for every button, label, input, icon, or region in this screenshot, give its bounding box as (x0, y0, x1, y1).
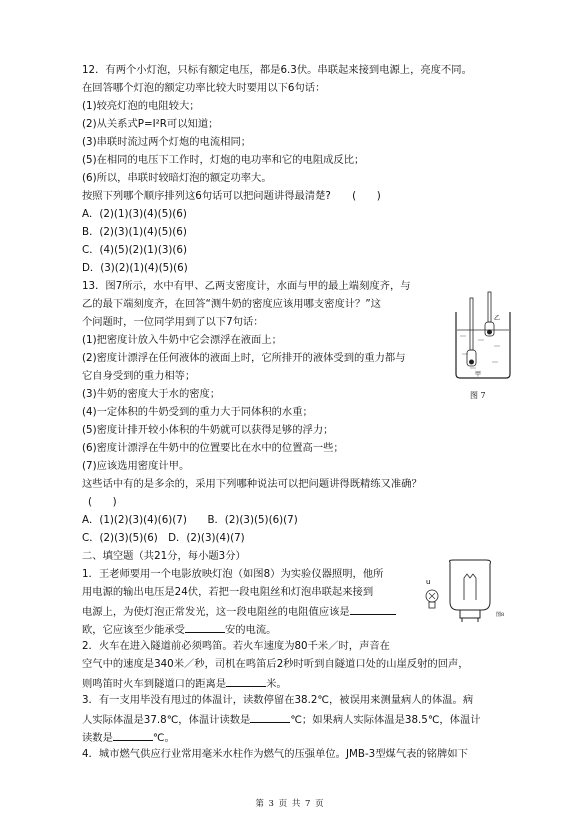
fill1-blank-resistance[interactable] (350, 603, 396, 615)
fill3-line3-end: ℃。 (152, 732, 175, 744)
q12-option-c: C．(4)(5)(2)(1)(3)(6) (82, 244, 188, 256)
figure-7-caption: 图 7 (470, 391, 486, 400)
fill2-line3-text: 则鸣笛时火车到隧道口的距离是 (82, 678, 227, 690)
hydrometer-jia (467, 298, 476, 366)
q13-statement-1: (1)把密度计放入牛奶中它会漂浮在液面上； (82, 334, 282, 346)
q13-answer-paren: ( ) (88, 496, 117, 508)
q13-statement-6: (6)密度计漂浮在牛奶中的位置要比在水中的位置高一些； (82, 442, 344, 454)
fill1-line4 (82, 621, 276, 637)
fill1-line2: 用电源的输出电压是24伏，若把一段电阻丝和灯泡串联起来接到 (82, 586, 374, 598)
fill3-line3-text: 读数是 (82, 732, 113, 744)
q12-statement-6: (6)所以，串联时较暗灯泡的额定功率大。 (82, 172, 272, 184)
fill1-blank-current[interactable] (185, 621, 225, 633)
q12-option-d: D．(3)(2)(1)(4)(5)(6) (82, 262, 188, 274)
q12-option-b: B．(2)(3)(1)(4)(5)(6) (82, 226, 187, 238)
q12-option-a: A．(2)(1)(3)(4)(5)(6) (82, 208, 187, 220)
fill1-line1: 1．王老师要用一个电影放映灯泡（如图8）为实验仪器照明，他所 (82, 568, 384, 580)
q13-statement-2b: 它自身受到的重力相等； (82, 370, 196, 382)
label-jia: 甲 (475, 371, 482, 378)
q13-statement-2a: (2)密度计漂浮在任何液体的液面上时，它所排开的液体受到的重力都与 (82, 352, 406, 364)
q12-answer-paren: ( ) (352, 190, 381, 202)
q13-line2: 乙的最下端刻度齐，在回答“测牛奶的密度应该用哪支密度计？”这 (82, 298, 381, 310)
label-u: u (426, 578, 431, 586)
figure-8-lamp (420, 556, 520, 624)
fill4-line1: 4．城市燃气供应行业常用毫米水柱作为燃气的压强单位。JMB-3型煤气表的铭牌如下 (82, 748, 468, 760)
fill2-line2: 空气中的速度是340米／秒，司机在鸣笛后2秒时听到自隧道口处的山崖反射的回声， (82, 658, 469, 670)
fill3-line2-text: 人实际体温是37.8℃，体温计读数是 (82, 714, 251, 726)
fill2-blank-distance[interactable] (226, 675, 266, 687)
q13-statement-3: (3)牛奶的密度大于水的密度； (82, 388, 221, 400)
fill1-line3 (82, 603, 396, 619)
fill2-line3 (82, 675, 287, 691)
q12-statement-5: (5)在相同的电压下工作时，灯炮的电功率和它的电阻成反比； (82, 154, 365, 166)
q12-statement-2: (2)从关系式P=I²R可以知道； (82, 118, 219, 130)
fill1-line3-text: 电源上，为使灯泡正常发光，这一段电阻丝的电阻值应该是 (82, 606, 350, 618)
q12-statement-3: (3)串联时流过两个灯炮的电流相同； (82, 136, 252, 148)
fill3-line2 (82, 711, 481, 727)
fill1-line4-text: 欧，它应该至少能承受 (82, 624, 185, 636)
fill3-line1: 3．有一支用毕没有甩过的体温计，读数停留在38.2℃，被误用来测量病人的体温。病 (82, 694, 474, 706)
q13-statement-5: (5)密度计排开较小体积的牛奶就可以获得足够的浮力； (82, 424, 334, 436)
q12-question-text: 按照下列哪个顺序排列这6句话可以把问题讲得最清楚? (82, 190, 331, 202)
q13-question: 这些话中有的是多余的，采用下列哪种说法可以把问题讲得既精练又准确？ (82, 478, 422, 490)
hydrometer-yi (485, 292, 494, 336)
fill2-line3-end: 米。 (266, 678, 287, 690)
q12-question (82, 189, 381, 203)
fill3-line2-end: ℃；如果病人实际体温是38.5℃，体温计 (290, 714, 481, 726)
figure-8-caption: 图8 (496, 612, 505, 618)
q12-line1: 12．有两个小灯泡，只标有额定电压，都是6.3伏。串联起来接到电源上，亮度不同。 (82, 64, 472, 76)
fill3-blank-reading-2[interactable] (113, 729, 153, 741)
q13-line1: 13．图7所示，水中有甲、乙两支密度计，水面与甲的最上端刻度齐，与 (82, 280, 411, 292)
q13-statement-4: (4)一定体积的牛奶受到的重力大于同体积的水重； (82, 406, 313, 418)
section-2-heading: 二、填空题（共21分，每小题3分） (82, 550, 246, 562)
fill1-line4-end: 安的电流。 (224, 624, 277, 636)
fill2-line1: 2．火车在进入隧道前必须鸣笛。若火车速度为80千米／时，声音在 (82, 640, 390, 652)
q12-statement-1: (1)较亮灯泡的电阻较大； (82, 100, 200, 112)
label-yi: 乙 (494, 315, 501, 322)
page-footer: 第 3 页 共 7 页 (255, 799, 325, 809)
q13-options-ab: A．(1)(2)(3)(4)(6)(7) B．(2)(3)(5)(6)(7) (82, 514, 298, 526)
q13-options-cd: C．(2)(3)(5)(6) D．(2)(3)(4)(7) (82, 532, 245, 544)
fill3-blank-reading-1[interactable] (250, 711, 290, 723)
q12-line2: 在回答哪个灯泡的额定功率比较大时要用以下6句话： (82, 82, 326, 94)
q13-statement-7: (7)应该选用密度计甲。 (82, 460, 190, 472)
q13-line3: 个问题时，一位同学用到了以下7句话： (82, 316, 264, 328)
fill3-line3 (82, 729, 175, 745)
figure-7-beaker (448, 290, 518, 390)
